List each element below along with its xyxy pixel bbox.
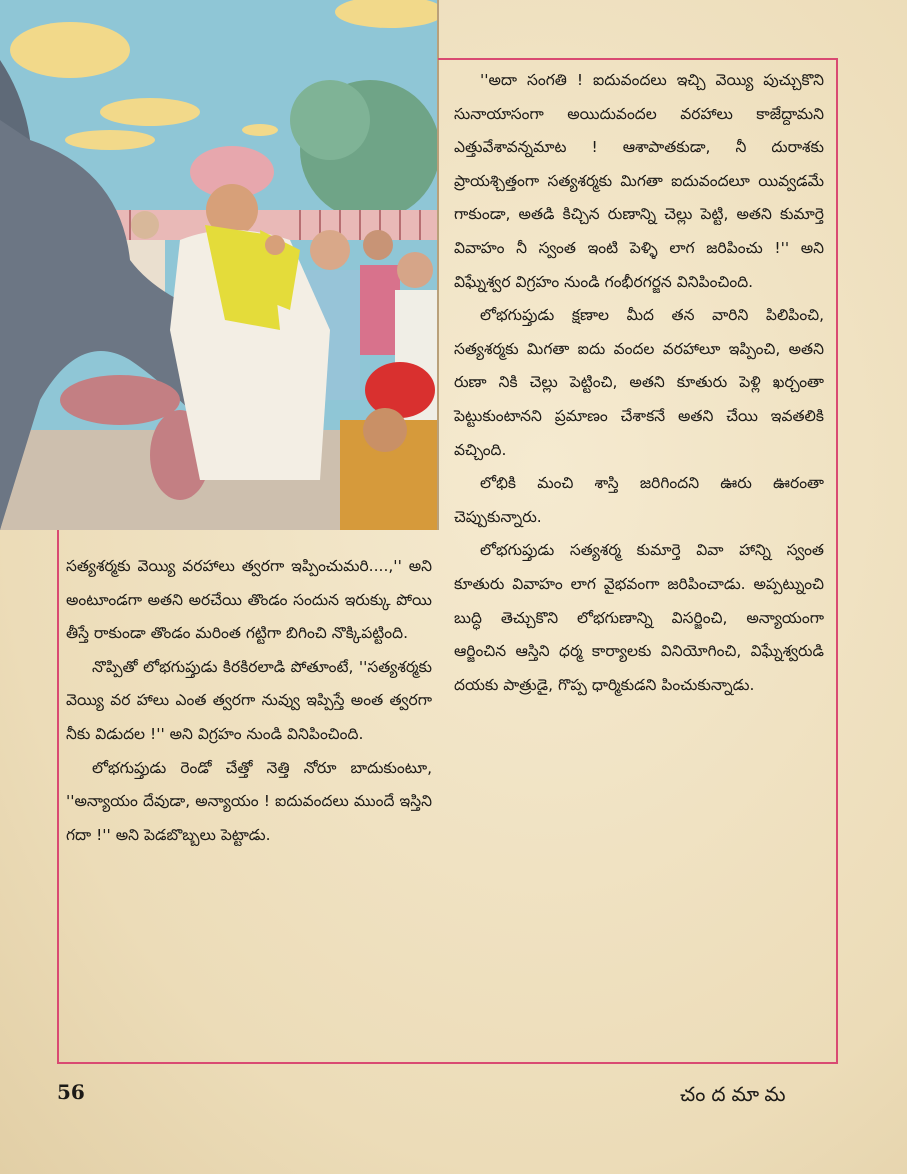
paragraph: లోభగుప్తుడు సత్యశర్మ కుమార్తె వివా హాన్ని స్వంత కూతురు వివాహం లాగ వైభవంగా జరిపించాడు. అప్పట్నుంచి బుద్ధి తెచ్చుకొని లోభగుణాన్ని విసర్జించి, అన్యాయంగా ఆర్జించిన ఆస్తిని ధర్మ కార్యాలకు వినియోగించి, విఘ్నేశ్వరుడి దయకు పాత్రుడై, గొప్ప ధార్మికుడని పించుకున్నాడు. [454,541,824,694]
story-text-left-column [66,550,432,852]
paragraph: ''అదా సంగతి ! ఐదువందలు ఇచ్చి వెయ్యి పుచ్చుకొని సునాయాసంగా అయిదువందల వరహాలు కాజేద్దామని ఎత్తువేశావన్నమాట ! ఆశాపాతకుడా, నీ దురాశకు ప్రాయశ్చిత్తంగా సత్యశర్మకు మిగతా ఐదువందలూ యివ్వడమే గాకుండా, అతడి కిచ్చిన రుణాన్ని చెల్లు పెట్టి, అతని కుమార్తె వివాహం నీ స్వంత ఇంటి పెళ్ళి లాగ జరిపించు !'' అని విఘ్నేశ్వర విగ్రహం నుండి గంభీరగర్జన వినిపించింది. [454,71,824,291]
page-number: 56 [57,1080,85,1104]
elephant-statue-scene-illustration [0,0,437,530]
paragraph: లోభగుప్తుడు రెండో చేత్తో నెత్తి నోరూ బాదుకుంటూ, ''అన్యాయం దేవుడా, అన్యాయం ! ఐదువందలు ముందే ఇస్తిని గదా !'' అని పెడబొబ్బలు పెట్టాడు. [66,758,432,844]
story-illustration [0,0,439,530]
paragraph: సత్యశర్మకు వెయ్యి వరహాలు త్వరగా ఇప్పించుమరి....,'' అని అంటూండగా అతని అరచేయి తొండం సందున ఇరుక్కు పోయి తీస్తే రాకుండా తొండం మరింత గట్టిగా బిగించి నొక్కిపట్టింది. [66,557,432,643]
paragraph: లోభగుప్తుడు క్షణాల మీద తన వారిని పిలిపించి, సత్యశర్మకు మిగతా ఐదు వందల వరహాలూ ఇప్పించి, అతని రుణా నికి చెల్లు పెట్టించి, అతని కూతురు పెళ్లి ఖర్చంతా పెట్టుకుంటానని ప్రమాణం చేశాకనే అతని చేయి ఇవతలికి వచ్చింది. [454,306,824,459]
story-text-right-column [454,64,824,702]
paragraph: లోభికి మంచి శాస్తి జరిగిందని ఊరు ఊరంతా చెప్పుకున్నారు. [454,474,824,526]
paragraph: నొప్పితో లోభగుప్తుడు కిరకిరలాడి పోతూంటే, ''సత్యశర్మకు వెయ్యి వర హాలు ఎంత త్వరగా నువ్వు ఇప్పిస్తే అంత త్వరగా నీకు విడుదల !'' అని విగ్రహం నుండి వినిపించింది. [66,657,432,743]
magazine-name: చందమామ [680,1082,792,1106]
